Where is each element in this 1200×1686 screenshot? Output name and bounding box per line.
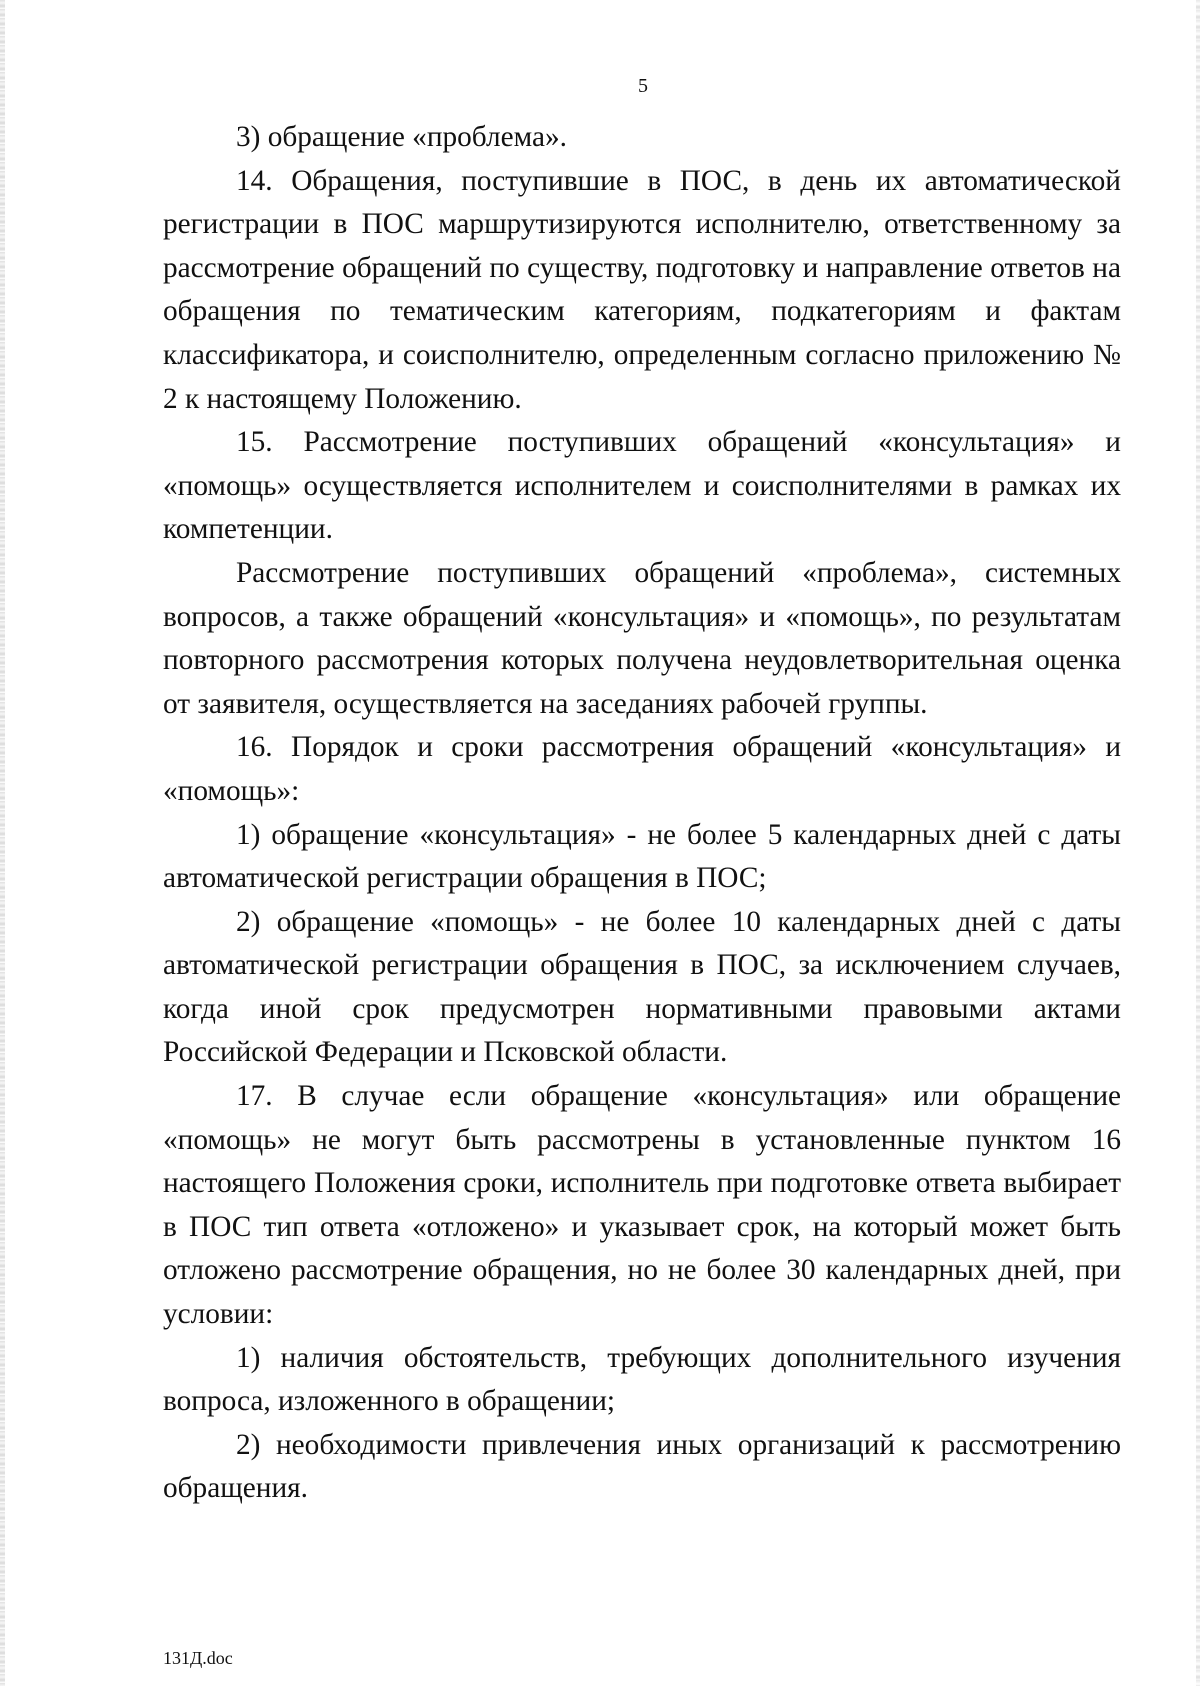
paragraph-17-postponement: 17. В случае если обращение «консультация» или обращение «помощь» не могут быть рассмотрены в установленные пунктом 16 настоящего Положения сроки, исполнитель при подготовке ответа выбирает в ПОС тип ответа «отложено» и указывает срок, на который может быть отложено рассмотрение обращения, но не более 30 календарных дней, при условии: — [163, 1080, 1121, 1331]
paragraph-16-item-1: 1) обращение «консультация» - не более 5 календарных дней с даты автоматической регистрации обращения в ПОС; — [163, 818, 1121, 895]
paragraph-17-item-1: 1) наличия обстоятельств, требующих дополнительного изучения вопроса, изложенного в обращении; — [163, 1341, 1121, 1418]
scan-edge-left — [0, 0, 5, 1686]
paragraph-working-group: Рассмотрение поступивших обращений «проблема», системных вопросов, а также обращений «консультация» и «помощь», по результатам повторного рассмотрения которых получена неудовлетворительная оценка от заявителя, осуществляется на заседаниях рабочей группы. — [163, 556, 1121, 720]
paragraph-item-3-problem: 3) обращение «проблема». — [236, 121, 567, 153]
paragraph-16-deadlines: 16. Порядок и сроки рассмотрения обращений «консультация» и «помощь»: — [163, 731, 1121, 807]
page-number: 5 — [638, 75, 648, 97]
scan-edge-right — [1196, 0, 1200, 1686]
paragraph-17-item-2: 2) необходимости привлечения иных организаций к рассмотрению обращения. — [163, 1428, 1121, 1505]
document-body — [163, 116, 1121, 1511]
paragraph-16-item-2: 2) обращение «помощь» - не более 10 календарных дней с даты автоматической регистрации обращения в ПОС, за исключением случаев, когда иной срок предусмотрен нормативными правовыми актами Российской Федерации и Псковской области. — [163, 905, 1121, 1069]
footer-filename: 131Д.doc — [163, 1648, 233, 1668]
paragraph-14-routing: 14. Обращения, поступившие в ПОС, в день их автоматической регистрации в ПОС маршрутизируются исполнителю, ответственному за рассмотрение обращений по существу, подготовку и направление ответов на обращения по тематическим категориям, подкатегориям и фактам классификатора, и соисполнителю, определенным согласно приложению № 2 к настоящему Положению. — [163, 164, 1121, 415]
paragraph-15-consideration: 15. Рассмотрение поступивших обращений «консультация» и «помощь» осуществляется исполнителем и соисполнителями в рамках их компетенции. — [163, 426, 1121, 546]
